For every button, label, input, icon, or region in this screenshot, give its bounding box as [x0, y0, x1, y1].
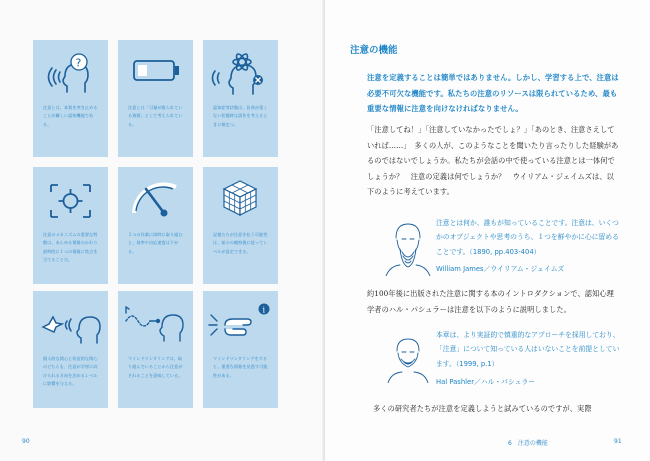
battery-low-icon	[118, 40, 193, 102]
gauge-icon	[118, 167, 193, 229]
svg-text:i: i	[262, 305, 266, 315]
running-head: 6 注意の機能	[508, 440, 548, 447]
wandering-gaze-icon	[118, 291, 193, 353]
page-number-right: 91	[614, 438, 622, 445]
svg-text:?: ?	[75, 56, 82, 70]
head-atom-icon	[203, 40, 278, 102]
card-caption: 注意とは「可量が限られている資源」として考えられている。	[128, 105, 183, 127]
page-number-left: 90	[22, 438, 30, 445]
card-caption: 個人的な関心と状況的な関心のどちらも、注意が学習に向けられる方向を決めるレベルに影響を与える。	[43, 356, 98, 386]
card-caption: マインドワンダリングをすると、重要な情報を見逃す可能性がある。	[213, 356, 268, 378]
body-paragraph-1: 「注意してね！」「注意していなかったでしょ？」「あのとき、注意さえしていれば……」 多くの人が、このようなことを聞いたり言ったりした経験があるのではないでしょうか。私たちが会話の中で使っている注意とは一体何でしょうか？ 注意の定義は何でしょうか？ ウイリアム・ジェイムズは、以下のように考えています。	[367, 125, 619, 196]
card-attention-definition	[33, 40, 108, 157]
card-interest	[33, 291, 108, 408]
hal-pashler-portrait	[380, 333, 434, 383]
card-caption: 注意のメカニズムの重要な特徴は、あらゆる情報のかわり最終的に１つの情報に焦点を当てることだ。	[43, 232, 98, 262]
card-caption: 注意とは、本質を突き止めることが難しい認知機能である。	[43, 105, 98, 127]
card-mind-wandering	[118, 291, 193, 408]
card-memory-levels	[203, 167, 278, 284]
card-cognitive-load	[203, 40, 278, 157]
quote-hal-pashler: 本章は、より実証的で慎重的なアプローチを採用しており、「注意」について知っている人はいないことを前提としています。（1999, p.1）	[436, 331, 620, 368]
attribution-hal-pashler: Hal Pashler／ハル・パシュラー	[436, 378, 536, 386]
body-paragraph-2: 約100年後に出版された注意に関する本のイントロダクションで、認知心理学者のハル・パシュラーは注意を以下のように説明しました。	[367, 289, 614, 314]
card-limited-resource	[118, 40, 193, 157]
focus-target-icon	[33, 167, 108, 229]
card-caption: マインドワンダリングは、取り組んでいることから注意がそれることを意味している。	[128, 356, 183, 378]
bird-head-icon	[33, 291, 108, 353]
card-caption: 記憶たちが注意を払う可能性は、前のの観察後に従ってレベルが設定できる。	[213, 232, 268, 254]
head-question-icon	[33, 40, 108, 102]
card-multitasking	[118, 167, 193, 284]
quote-william-james: 注意とは何か、誰もが知っていることです。注意は、いくつかのオブジェクトや思考のうち、１つを鮮やかに心に留めることです。（1890, pp.403-404）	[436, 219, 619, 256]
attribution-william-james: William James／ウイリアム・ジェイムズ	[436, 265, 565, 273]
card-attention-focus	[33, 167, 108, 284]
card-missed-information	[203, 291, 278, 408]
hand-info-icon	[203, 291, 278, 353]
section-heading: 注意の機能	[350, 45, 398, 56]
card-caption: 認知症等状態は、負荷が重くない状態時は誤作を考えるときに検定つ。	[213, 105, 268, 127]
card-caption: ２つの作業に同時に取り組むと、効率や出応速度は下がる。	[128, 232, 183, 254]
body-paragraph-3: 多くの研究者たちが注意を定義しようと試みているのですが、実際	[373, 404, 592, 413]
cube-grid-icon	[203, 167, 278, 229]
lead-paragraph: 注意を定義することは簡単ではありません。しかし、学習する上で、注意は必要不可欠な機能です。私たちの注意のリソースは限られているため、最も重要な情報に注意を向けなければなりません。	[367, 73, 619, 113]
william-james-portrait	[380, 216, 434, 276]
